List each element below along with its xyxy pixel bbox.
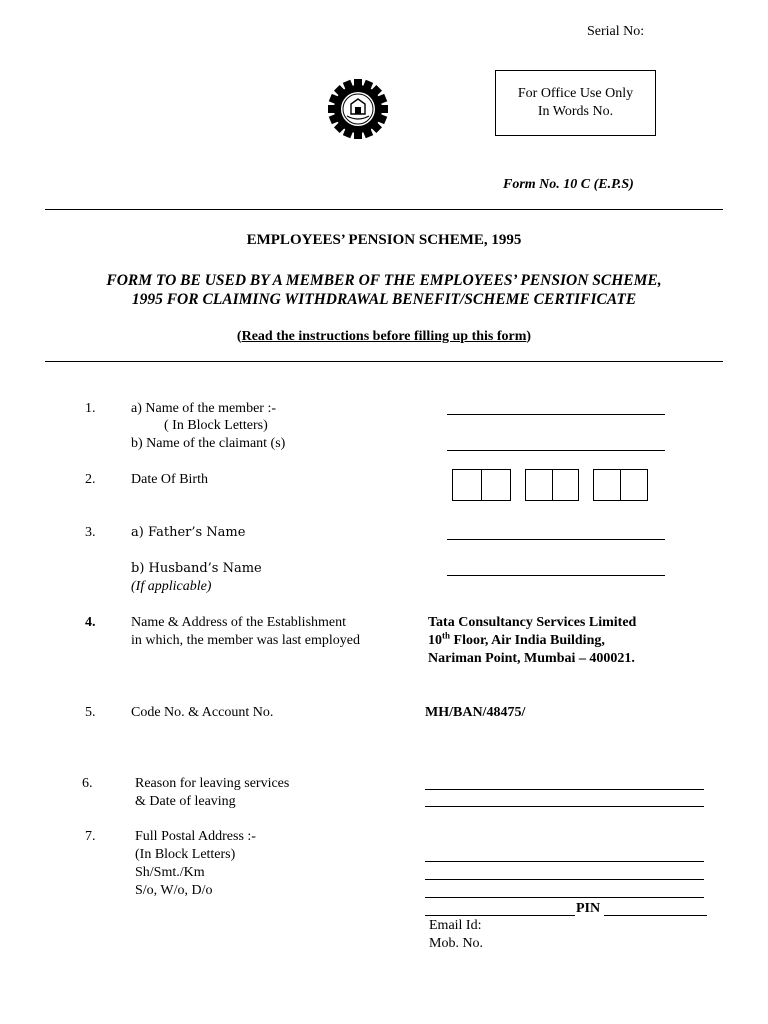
leaving-reason-field[interactable] [425,789,704,790]
pin-label: PIN [576,901,601,916]
floor-suffix: th [442,630,451,641]
member-name-field[interactable] [447,414,665,415]
establishment-address-line-1 [428,630,605,649]
establishment-label-line-2: in which, the member was last employed [131,633,360,648]
postal-address-label: Full Postal Address :- [135,829,256,844]
item-4-number: 4. [85,615,96,630]
divider-top [45,209,723,210]
dob-month-boxes[interactable] [525,469,579,501]
if-applicable-note: (If applicable) [131,579,212,594]
item-5-number: 5. [85,705,96,720]
office-use-box [495,70,656,136]
husbands-name-label: b) Husband’s Name [131,561,262,576]
relation-label: S/o, W/o, D/o [135,883,213,898]
mobile-number-label: Mob. No. [429,936,484,951]
fathers-name-field[interactable] [447,539,665,540]
item-6-number: 6. [82,776,93,791]
date-of-birth-label: Date Of Birth [131,472,208,487]
establishment-address-line-2: Nariman Point, Mumbai – 400021. [428,651,635,666]
establishment-label-line-1: Name & Address of the Establishment [131,615,347,630]
item-3-number: 3. [85,525,96,540]
form-number: Form No. 10 C (E.P.S) [503,177,634,192]
item-2-number: 2. [85,472,96,487]
floor-number: 10 [428,633,442,648]
item-7-number: 7. [85,829,96,844]
instruction-text: Read the instructions before filling up this form [241,329,527,344]
address-line-1-field[interactable] [425,861,704,862]
fathers-name-label: a) Father’s Name [131,525,246,540]
instruction-open-paren: ( [236,329,242,344]
address-line-2-field[interactable] [425,879,704,880]
instruction-close-paren: ) [526,329,532,344]
page-title: EMPLOYEES’ PENSION SCHEME, 1995 [246,232,522,248]
subtitle-line-1: FORM TO BE USED BY A MEMBER OF THE EMPLOYEES’ PENSION SCHEME, [106,272,662,289]
email-label: Email Id: [429,918,482,933]
subtitle-line-2: 1995 FOR CLAIMING WITHDRAWAL BENEFIT/SCHEME CERTIFICATE [131,291,637,308]
salutation-label: Sh/Smt./Km [135,865,205,880]
epfo-emblem-logo [327,78,389,140]
floor-rest: Floor, Air India Building, [450,633,605,648]
leaving-date-field[interactable] [425,806,704,807]
claimant-name-label: b) Name of the claimant (s) [131,436,286,451]
office-use-label: For Office Use Only [517,86,634,101]
dob-day-boxes[interactable] [452,469,511,501]
address-line-4-field[interactable] [425,915,575,916]
block-letters-note: (In Block Letters) [135,847,236,862]
leaving-date-label: & Date of leaving [135,794,236,809]
code-account-value: MH/BAN/48475/ [425,705,526,720]
divider-middle [45,361,723,362]
claimant-name-field[interactable] [447,450,665,451]
code-account-label: Code No. & Account No. [131,705,274,720]
leaving-reason-label: Reason for leaving services [135,776,290,791]
pin-field[interactable] [604,915,707,916]
serial-number-label: Serial No: [587,24,645,39]
member-name-block-letters-note: ( In Block Letters) [164,418,268,433]
in-words-number-label: In Words No. [537,104,614,119]
husbands-name-field[interactable] [447,575,665,576]
establishment-name-value: Tata Consultancy Services Limited [428,615,637,630]
address-line-3-field[interactable] [425,897,704,898]
instruction-note [0,329,768,345]
dob-year-boxes[interactable] [593,469,648,501]
item-1-number: 1. [85,401,96,416]
member-name-label: a) Name of the member :- [131,401,276,416]
